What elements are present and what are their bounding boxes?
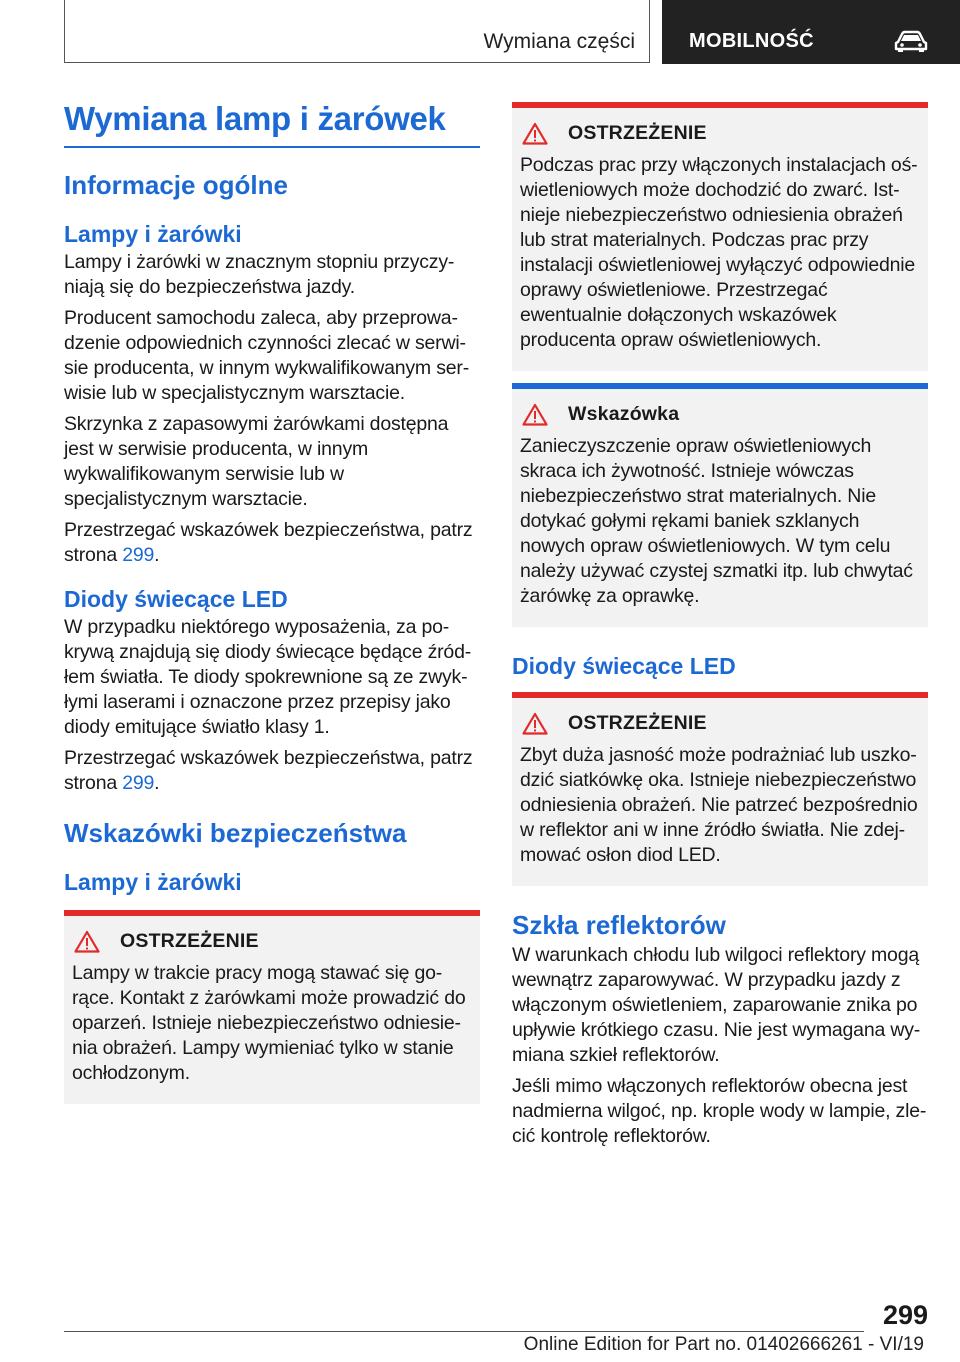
paragraph-safety-ref-2 — [64, 746, 480, 796]
paragraph-spare-box: Skrzynka z zapasowymi żarówkami dostępna jest w serwisie producenta, w innym wykwalifikowanym serwisie lub w specjalistycznym warsztacie. — [64, 413, 449, 510]
note-title: Wskazówka — [568, 403, 680, 425]
page-link-299[interactable]: 299 — [122, 544, 155, 566]
heading-headlight-glass: Szkła reflektorów — [512, 910, 726, 940]
left-column — [64, 100, 480, 1104]
paragraph-led-info: W przypadku niektórego wyposażenia, za pokrywą znajdują się diody świecące będące źródłem światła. Te diody spokrewnione są ze zwykłymi laserami i oznaczone przez przepisy jako diody emitujące światło klasy 1. — [64, 616, 472, 738]
safety-ref-end: . — [154, 544, 160, 566]
note-text: Zanieczyszczenie opraw oświetleniowych skraca ich żywotność. Istnieje wówczas niebezpieczeństwo strat materialnych. Nie dotykać gołymi rękami baniek szklanych nowych opraw oświetleniowych. W tym celu należy używać czystej szmatki itp. lub chwytać żarówkę za oprawkę. — [520, 435, 913, 607]
warning-triangle-icon — [522, 122, 548, 145]
page-number: 299 — [882, 1300, 928, 1330]
header-chapter-title: MOBILNOŚĆ — [689, 30, 814, 52]
title-block — [64, 100, 480, 148]
warning-title: OSTRZEŻENIE — [568, 712, 707, 734]
warning-title: OSTRZEŻENIE — [120, 930, 259, 952]
page-header — [64, 0, 960, 64]
warning-text: Zbyt duża jasność może podrażniać lub uszkodzić siatkówkę oka. Istnieje niebezpieczeństwo odniesienia obrażeń. Nie patrzeć bezpośrednio w reflektor ani w inne źródło światła. Nie zdejmować osłon diod LED. — [520, 744, 918, 866]
safety-ref-text: Przestrzegać wskazówek bezpieczeństwa, patrz strona — [64, 519, 473, 566]
warning-header — [520, 712, 920, 735]
safety-ref-end: . — [154, 772, 160, 794]
warning-header — [520, 122, 920, 145]
safety-ref-text: Przestrzegać wskazówek bezpieczeństwa, patrz strona — [64, 747, 473, 794]
footer-rule — [64, 1331, 864, 1332]
paragraph-lamps-safety: Lampy i żarówki w znacznym stopniu przyczyniają się do bezpieczeństwa jazdy. — [64, 251, 455, 298]
paragraph-moisture-check: Jeśli mimo włączonych reflektorów obecna jest nadmierna wilgoć, np. krople wody w lampie, zlecić kontrolę reflektorów. — [512, 1075, 927, 1147]
heading-safety-lamps: Lampy i żarówki — [64, 869, 242, 895]
paragraph-fogging: W warunkach chłodu lub wilgoci reflektory mogą wewnątrz zaparowywać. W przypadku jazdy z włączonym oświetleniem, zaparowanie znika po upływie krótkiego czasu. Nie jest wymagana wymiana szkieł reflektorów. — [512, 944, 921, 1066]
heading-led: Diody świecące LED — [64, 586, 288, 612]
warning-triangle-icon — [522, 403, 548, 426]
page-title: Wymiana lamp i żarówek — [64, 100, 446, 137]
note-box-contamination — [512, 383, 928, 627]
heading-general-info: Informacje ogólne — [64, 170, 288, 200]
header-section-title: Wymiana części — [483, 30, 635, 53]
warning-box-hot-lamps — [64, 910, 480, 1104]
warning-title: OSTRZEŻENIE — [568, 122, 707, 144]
heading-led-right: Diody świecące LED — [512, 653, 736, 679]
paragraph-service-recommendation: Producent samochodu zaleca, aby przeprowadzenie odpowiednich czynności zlecać w serwisie producenta, w innym wykwalifikowanym serwisie lub w specjalistycznym warsztacie. — [64, 307, 470, 404]
note-header — [520, 403, 920, 426]
header-chapter-tab — [662, 0, 960, 64]
warning-box-led-brightness — [512, 692, 928, 886]
page-link-299[interactable]: 299 — [122, 772, 155, 794]
right-column — [512, 102, 928, 1149]
car-icon — [894, 30, 928, 52]
warning-text: Podczas prac przy włączonych instalacjach oświetleniowych może dochodzić do zwarć. Istnieje niebezpieczeństwo odniesienia obrażeń lub strat materialnych. Podczas prac przy instalacji oświetleniowej wyłączyć odpowiednie oprawy oświetleniowe. Przestrzegać ewentualnie dołączonych wskazówek producenta opraw oświetleniowych. — [520, 154, 918, 351]
header-section-tab — [64, 0, 650, 63]
warning-text: Lampy w trakcie pracy mogą stawać się gorące. Kontakt z żarówkami może prowadzić do oparzeń. Istnieje niebezpieczeństwo odniesienia obrażeń. Lampy wymieniać tylko w stanie ochłodzonym. — [72, 962, 466, 1084]
warning-triangle-icon — [522, 712, 548, 735]
footer-edition: Online Edition for Part no. 01402666261 - VI/19 — [523, 1334, 924, 1355]
heading-lamps: Lampy i żarówki — [64, 221, 242, 247]
paragraph-safety-ref-1 — [64, 518, 480, 568]
warning-box-short-circuit — [512, 102, 928, 371]
heading-safety: Wskazówki bezpieczeństwa — [64, 818, 407, 848]
warning-triangle-icon — [74, 930, 100, 953]
warning-header — [72, 930, 472, 953]
